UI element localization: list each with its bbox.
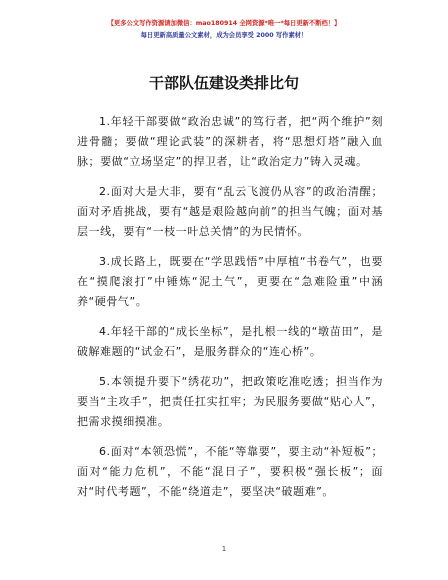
document-body: [77, 112, 383, 512]
paragraph-2: 2.面对大是大非，要有“乱云飞渡仍从容”的政治清醒；面对矛盾挑战，要有“越是艰险越向前”的担当气魄；面对基层一线，要有“一枝一叶总关情”的为民情怀。: [77, 185, 383, 238]
paragraph-3: 3.成长路上，既要在“学思践悟”中厚植“书卷气”，也要在“摸爬滚打”中锤炼“泥土气”，更要在“急难险重”中涵养“硬骨气”。: [77, 255, 383, 308]
promo-banner-line-1: 【更多公文写作资源请加微信：mao180914 全网资源*唯一*每日更新不断档！】: [107, 20, 341, 27]
paragraph-6: 6.面对“本领恐慌”，不能“等靠要”，要主动“补短板”；面对“能力危机”，不能“混日子”，要积极“强长板”；面对“时代考题”，不能“绕道走”，要坚决“破题难”。: [77, 445, 383, 498]
promo-banner-line-2: 每日更新高质量公文素材，成为会员享受 2000 写作素材！: [140, 32, 308, 39]
paragraph-4: 4.年轻干部的“成长坐标”，是扎根一线的“墩苗田”，是破解难题的“试金石”，是服务群众的“连心桥”。: [77, 325, 383, 358]
page-number: 1: [221, 545, 227, 553]
paragraph-1: 1.年轻干部要做“政治忠诚”的笃行者，把“两个维护”刻进骨髓；要做“理论武装”的深耕者，将“思想灯塔”融入血脉；要做“立场坚定”的捍卫者，让“政治定力”铸入灵魂。: [77, 115, 383, 168]
document-title: 干部队伍建设类排比句: [148, 74, 299, 92]
paragraph-5: 5.本领提升要下“绣花功”，把政策吃准吃透；担当作为要当“主攻手”，把责任扛实扛牢；为民服务要做“贴心人”，把需求摸细摸准。: [77, 375, 383, 428]
